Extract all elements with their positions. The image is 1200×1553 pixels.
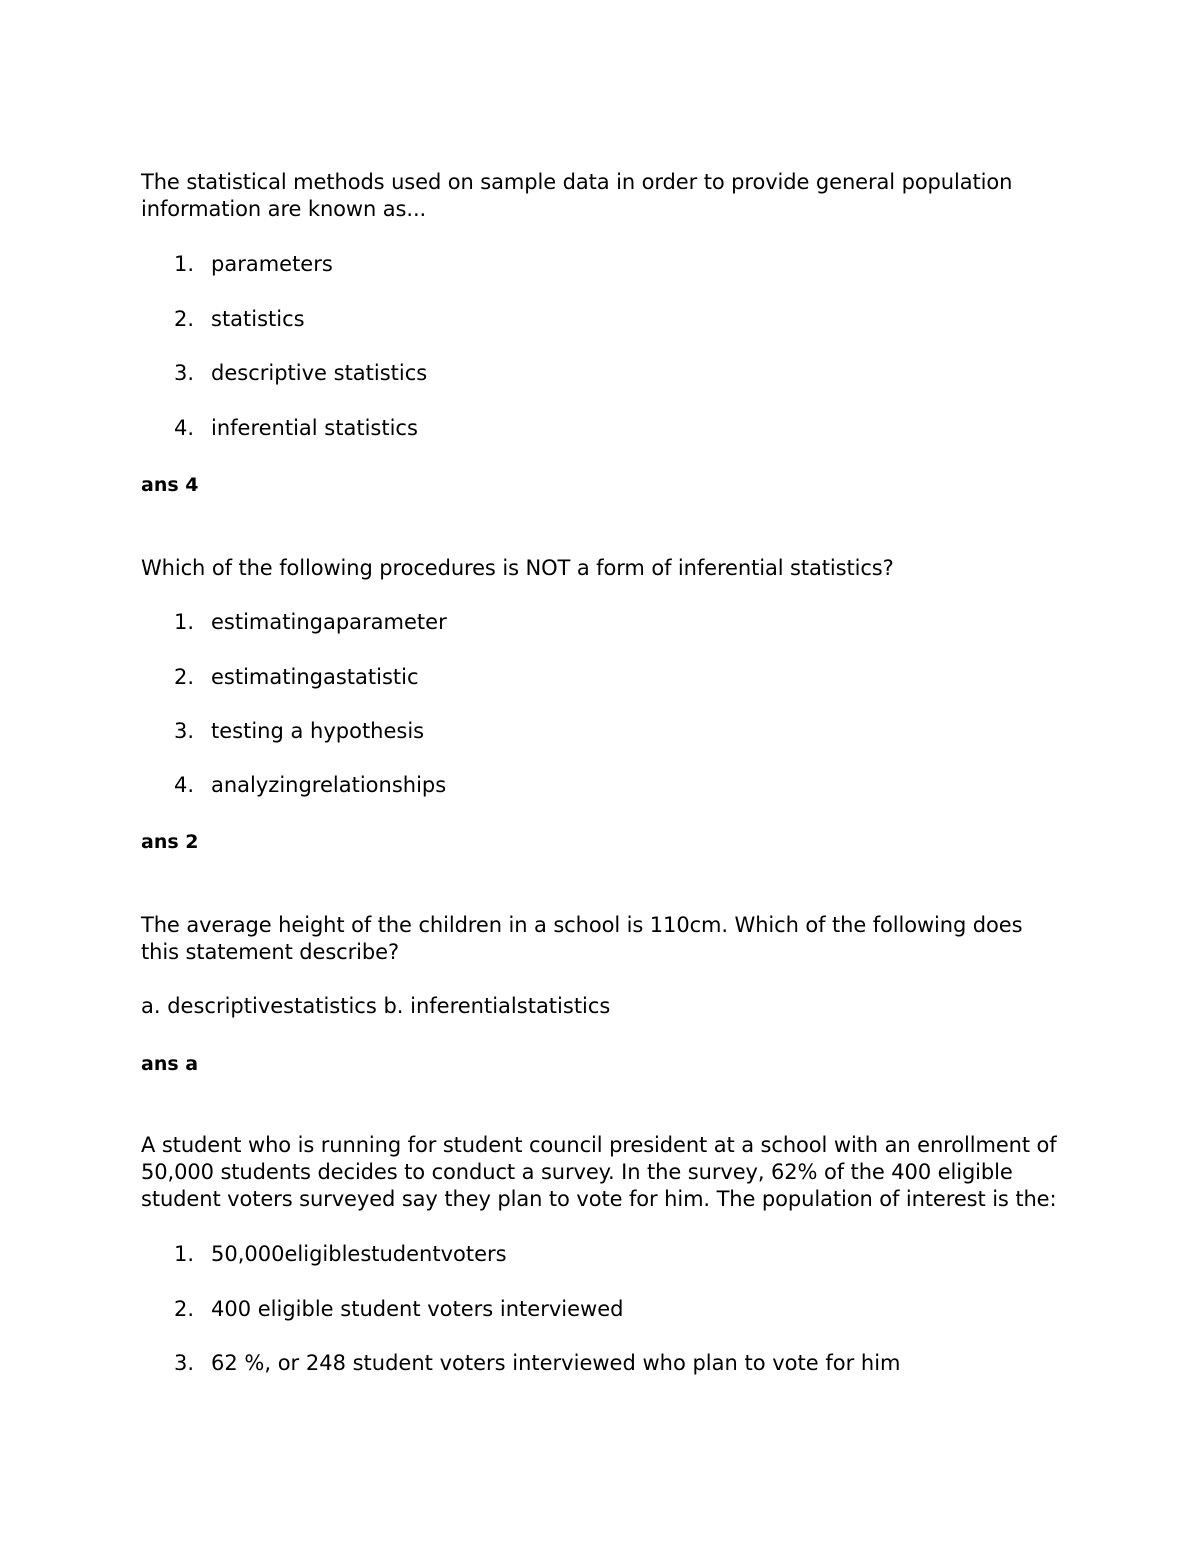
option-label: descriptive statistics	[211, 361, 428, 385]
question-2	[141, 555, 1061, 582]
option-number: 3.	[174, 1351, 195, 1375]
option-number: 1.	[174, 610, 195, 634]
option-label: testing a hypothesis	[211, 719, 425, 743]
question-3	[141, 912, 1061, 966]
option-number: 3.	[174, 361, 195, 385]
question-1-option-4	[174, 415, 418, 442]
question-3-choices: a. descriptivestatistics b. inferentialstatistics	[141, 994, 611, 1018]
option-number: 2.	[174, 307, 195, 331]
question-2-option-3	[174, 718, 424, 745]
option-label: parameters	[211, 252, 333, 276]
question-1-option-2	[174, 306, 305, 333]
option-number: 1.	[174, 252, 195, 276]
question-1-answer: ans 4	[141, 474, 199, 496]
question-4-option-3	[174, 1350, 901, 1377]
option-label: inferential statistics	[211, 416, 418, 440]
question-4-option-2	[174, 1296, 623, 1323]
option-label: 400 eligible student voters interviewed	[211, 1297, 624, 1321]
question-2-option-2	[174, 664, 419, 691]
question-4	[141, 1132, 1061, 1213]
question-3-answer: ans a	[141, 1053, 199, 1075]
option-label: estimatingastatistic	[211, 665, 419, 689]
option-label: 50,000eligiblestudentvoters	[211, 1242, 507, 1266]
question-1-option-1	[174, 251, 333, 278]
option-number: 1.	[174, 1242, 195, 1266]
question-2-option-1	[174, 609, 447, 636]
option-number: 2.	[174, 665, 195, 689]
option-label: analyzingrelationships	[211, 773, 447, 797]
question-2-text: Which of the following procedures is NOT a form of inferential statistics?	[141, 556, 894, 580]
option-number: 2.	[174, 1297, 195, 1321]
option-number: 3.	[174, 719, 195, 743]
option-label: 62 %, or 248 student voters interviewed who plan to vote for him	[211, 1351, 901, 1375]
question-2-answer: ans 2	[141, 831, 199, 853]
option-label: estimatingaparameter	[211, 610, 447, 634]
option-number: 4.	[174, 773, 195, 797]
question-4-option-1	[174, 1241, 507, 1268]
question-3-text: The average height of the children in a school is 110cm. Which of the following does this statement describe?	[141, 913, 1023, 964]
option-number: 4.	[174, 416, 195, 440]
question-4-text: A student who is running for student council president at a school with an enrollment of 50,000 students decides to conduct a survey. In the survey, 62% of the 400 eligible student voters surveyed say they plan to vote for him. The population of interest is the:	[141, 1133, 1057, 1211]
question-1-option-3	[174, 360, 427, 387]
question-2-option-4	[174, 772, 446, 799]
option-label: statistics	[211, 307, 305, 331]
question-1-text: The statistical methods used on sample data in order to provide general population information are known as...	[141, 170, 1013, 221]
question-1	[141, 169, 1061, 223]
